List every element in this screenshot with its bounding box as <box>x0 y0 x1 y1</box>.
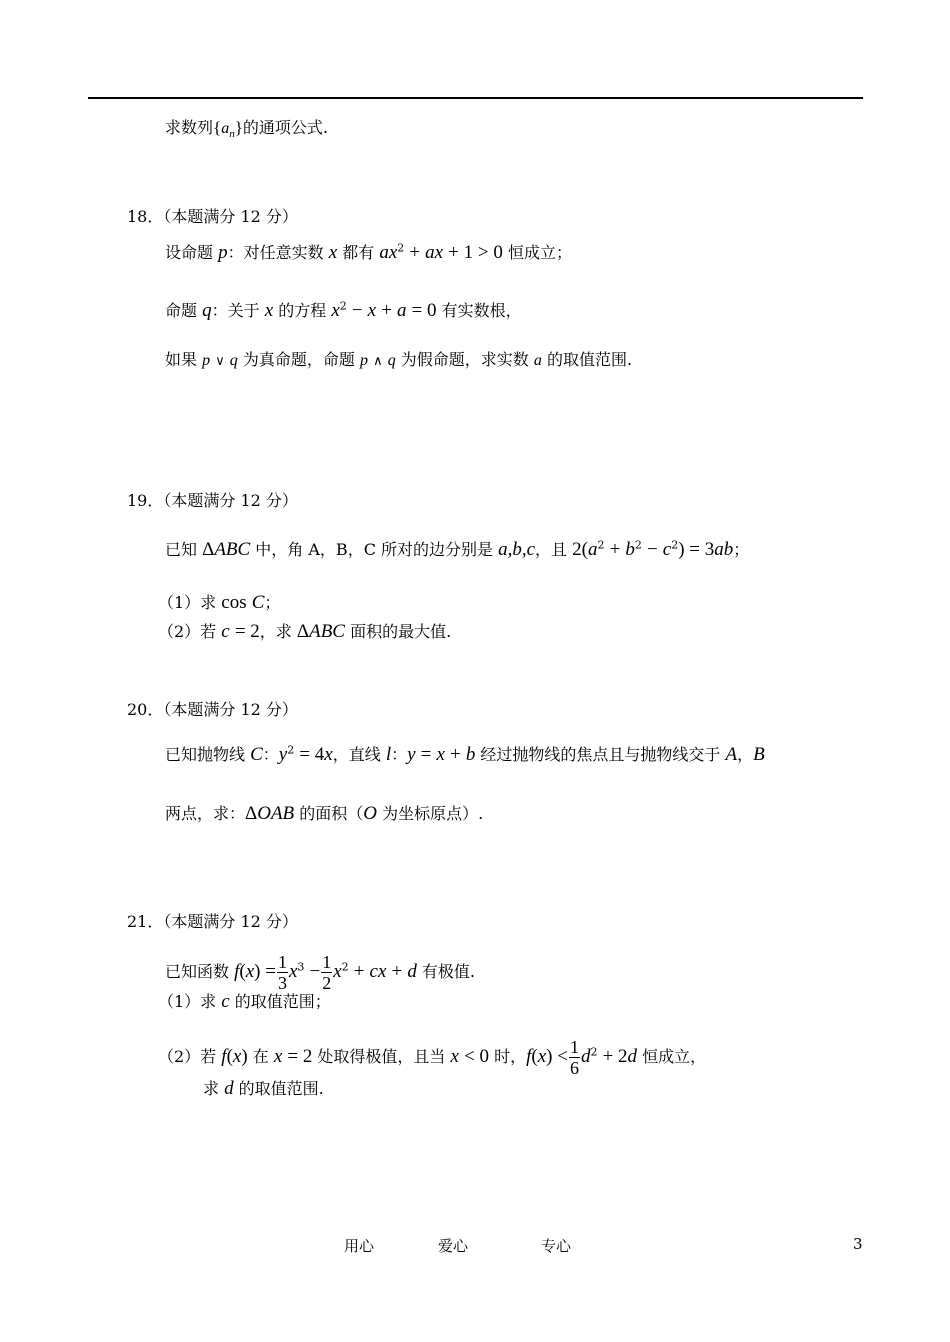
problem-21-header: 21．（本题满分 12 分） <box>127 912 298 931</box>
problem-20-header: 20．（本题满分 12 分） <box>127 700 298 719</box>
header-rule <box>88 97 863 99</box>
footer-middle-text: 爱心 <box>438 1237 469 1255</box>
problem-19-header: 19．（本题满分 12 分） <box>127 491 298 510</box>
problem-20-question: 两点，求：ΔOAB 的面积（O 为坐标原点）. <box>165 803 484 824</box>
problem-18-header: 18．（本题满分 12 分） <box>127 207 298 226</box>
problem-19-part-2: （2）若 c = 2，求 ΔABC 面积的最大值. <box>158 621 452 642</box>
problem-20-statement: 已知抛物线 C：$y^2 = 4x$，直线 l：y = x + b 经过抛物线的焦点且与抛物线交于 A，B <box>165 744 765 766</box>
line-sequence-request: 求数列$\{a_n\}$的通项公式. <box>165 118 328 141</box>
footer-right-text: 专心 <box>541 1237 572 1255</box>
problem-19-part-1: （1）求 cos C； <box>158 592 281 613</box>
problem-21-part-2: （2）若 f(x) 在 x = 2 处取得极值，且当 x < 0 时，f(x) < $\frac{1}{6}$ $d^2 + 2d$ 恒成立， <box>158 1037 707 1078</box>
footer-left-text: 用心 <box>344 1237 375 1255</box>
problem-18-proposition-q: 命题 q：关于 x 的方程 $x^2 - x + a = 0$ 有实数根， <box>165 300 522 322</box>
problem-19-statement: 已知 ΔABC 中，角 A，B，C 所对的边分别是 a,b,c，且 $2(a^2 + b^2 - c^2) = 3ab$； <box>165 539 750 561</box>
problem-21-function: 已知函数 f(x) = $\frac{1}{3}$ $x^3$ − $\frac{1}{2}$ $x^2$ + cx + d 有极值. <box>165 952 475 993</box>
page-number: 3 <box>853 1235 863 1253</box>
problem-21-part-2-question: 求 d 的取值范围. <box>203 1078 324 1099</box>
problem-21-part-1: （1）求 c 的取值范围； <box>158 991 331 1012</box>
problem-18-condition: 如果 p ∨ q 为真命题，命题 p ∧ q 为假命题，求实数 a 的取值范围. <box>165 350 633 369</box>
problem-18-proposition-p: 设命题 p：对任意实数 x 都有 $ax^2$ + ax + 1 > 0 恒成立； <box>165 242 572 264</box>
